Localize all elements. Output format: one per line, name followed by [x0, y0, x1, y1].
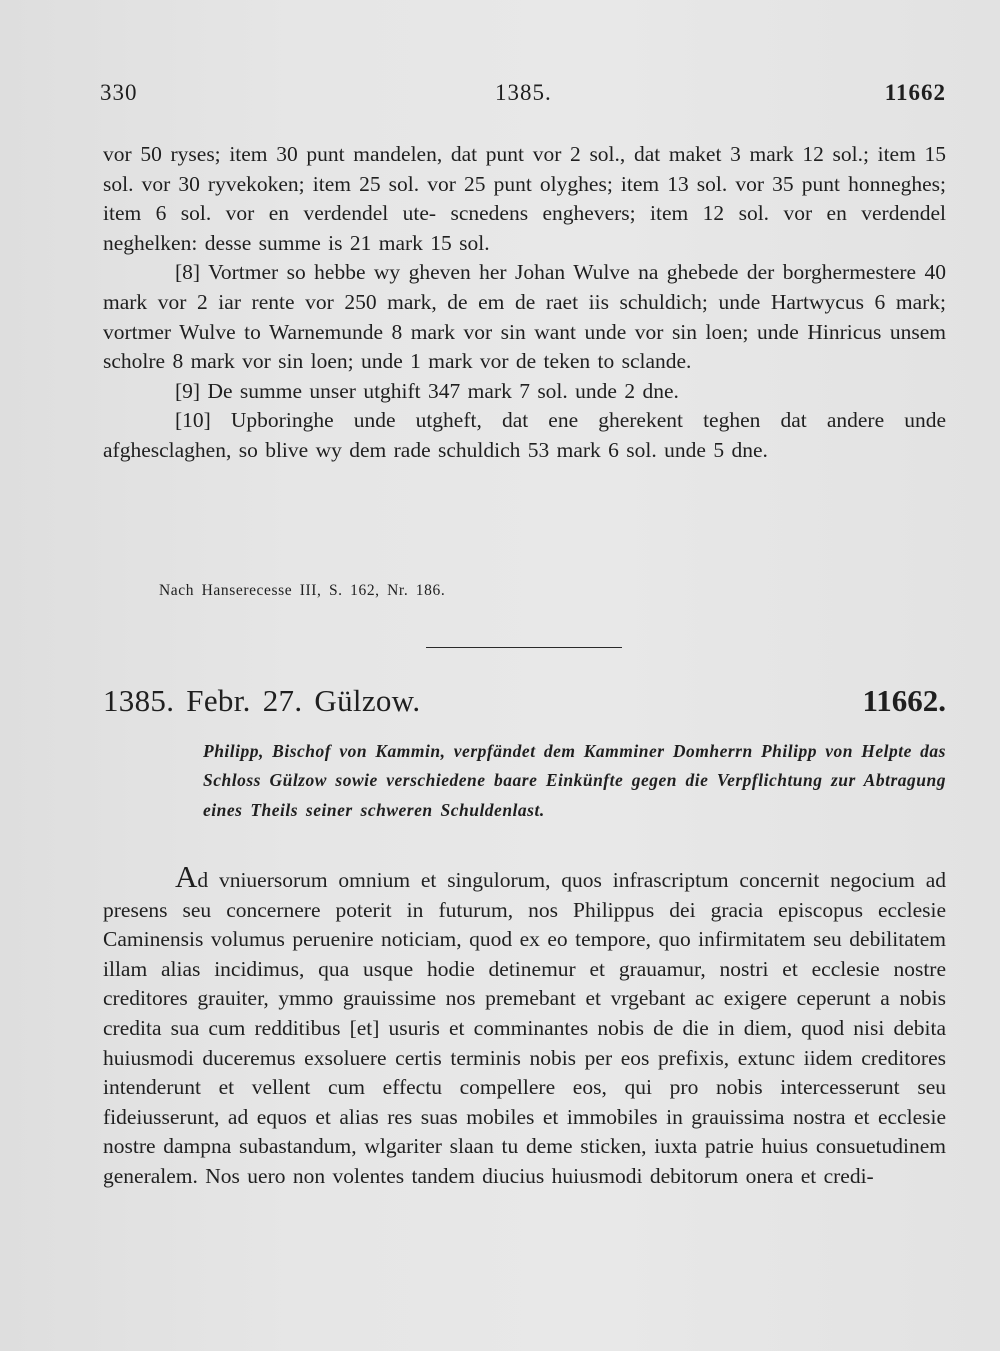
page-number: 330 — [100, 80, 138, 105]
paragraph-10: [10] Upboringhe unde utgheft, dat ene gherekent teghen dat andere unde afghesclaghen, so blive wy dem rade schuldich 53 mark 6 sol. unde 5 dne. — [103, 408, 946, 462]
initial-letter: A — [175, 859, 198, 894]
document-date-place: 1385. Febr. 27. Gülzow. — [103, 683, 421, 718]
running-head-document-number: 11662 — [884, 80, 946, 105]
running-head-year: 1385. — [495, 80, 552, 105]
source-note: Nach Hanserecesse III, S. 162, Nr. 186. — [159, 582, 446, 599]
regest-text: Philipp, Bischof von Kammin, verpfändet dem Kamminer Domherrn Philipp von Helpte das Schloss Gülzow sowie verschiedene baare Einkünfte gegen die Verpflichtung zur Abtragung eines Theils seiner schweren Schuldenlast. — [203, 741, 946, 820]
section-divider — [426, 647, 622, 648]
paragraph-8: [8] Vortmer so hebbe wy gheven her Johan Wulve na ghebede der borghermestere 40 mark vor 2 iar rente vor 250 mark, de em de raet iis schuldich; unde Hartwycus 6 mark; vortmer Wulve to Warnemunde 8 mark vor sin want unde vor sin loen; unde Hinricus unsem scholre 8 mark vor sin loen; unde 1 mark vor de teken to sclande. — [103, 260, 946, 374]
charter-paragraph — [103, 859, 946, 1192]
previous-document-text — [103, 140, 946, 466]
running-head — [100, 80, 946, 116]
charter-text — [103, 859, 946, 1192]
charter-body-text: d vniuersorum omnium et singulorum, quos infrascriptum concernit negocium ad presens seu concernere poterit in futurum, nos Philippus dei gracia episcopus ecclesie Caminensis volumus peruenire noticiam, quod ex eo tempore, quo infirmitatem seu debilitatem illam alias incidimus, qua usque hodie detinemur et grauamur, nostri et ecclesie nostre creditores grauiter, ymmo grauissime nos premebant et vrgebant ac exigere ceperunt a nobis credita sua cum redditibus [et] usuris et comminantes nobis de die in diem, quod nisi debita huiusmodi duceremus exsoluere certis terminis nobis per eos prefixis, extunc iidem creditores intenderunt et vellent cum effectu compellere eos, qui pro nobis intercesserunt seu fideiusserunt, ad equos et alias res suas mobiles et immobiles in grauissima nostra et ecclesie nostre dampna subastandum, wlgariter slaan tu deme sticken, iuxta patrie huius consuetudinem generalem. Nos uero non volentes tandem diucius huiusmodi debitorum onera et credi- — [103, 868, 946, 1188]
paragraph-9: [9] De summe unser utghift 347 mark 7 sol. unde 2 dne. — [175, 378, 679, 403]
document-number: 11662. — [862, 683, 946, 718]
regest-summary — [203, 737, 946, 825]
continuation-paragraph: vor 50 ryses; item 30 punt mandelen, dat punt vor 2 sol., dat maket 3 mark 12 sol.; item 15 sol. vor 30 ryvekoken; item 25 sol. vor 25 punt olyghes; item 13 sol. vor 35 punt honneghes; item 6 sol. vor en verdendel ute- scnedens enghevers; item 12 sol. vor en verdendel neghelken: desse summe is 21 mark 15 sol. — [103, 142, 946, 255]
document-header — [103, 683, 946, 727]
